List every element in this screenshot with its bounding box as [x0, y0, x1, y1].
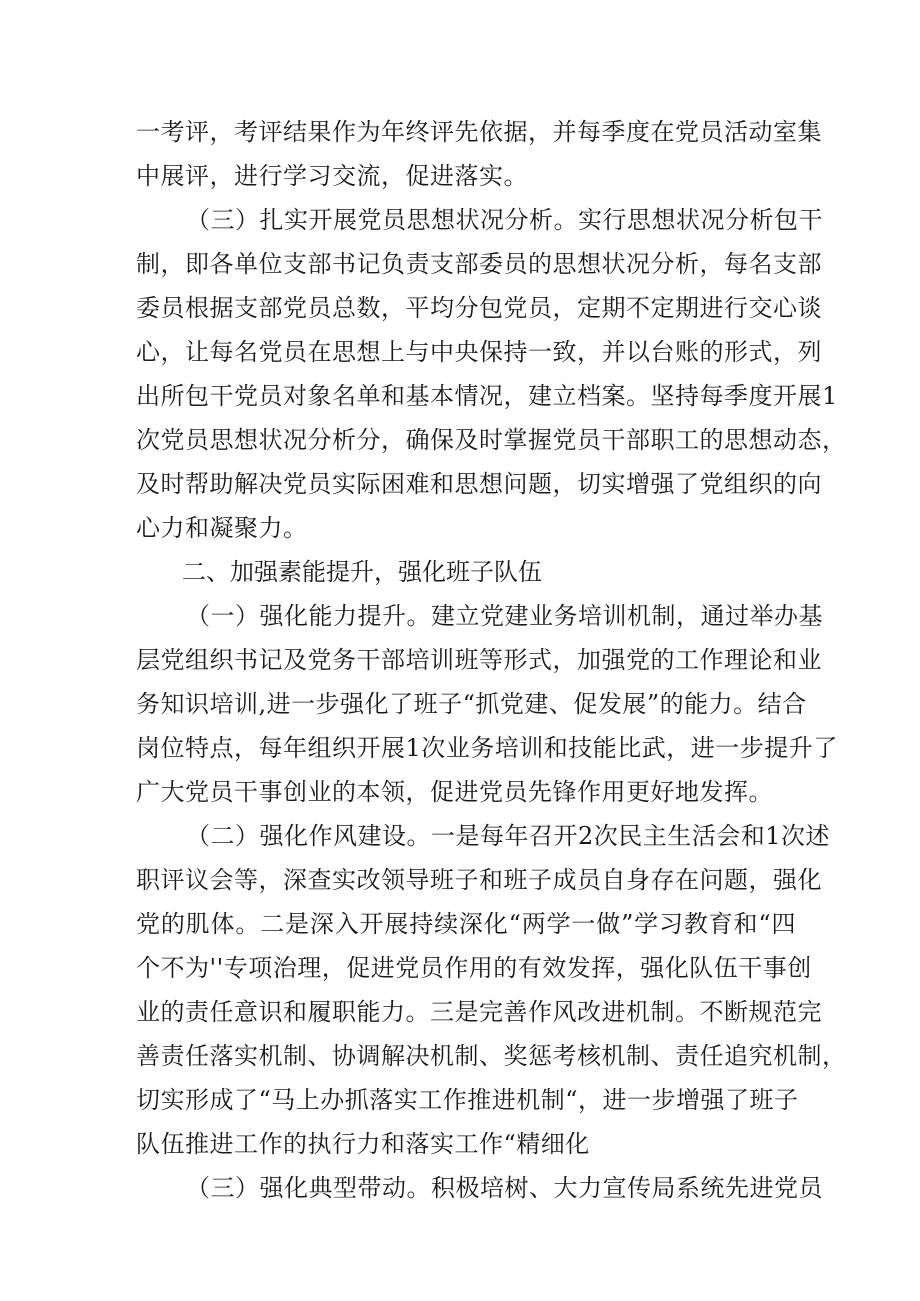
- text-line: 善责任落实机制、协调解决机制、奖惩考核机制、责任追究机制，: [136, 1042, 847, 1070]
- text-line: 委员根据支部党员总数，平均分包党员，定期不定期进行交心谈: [136, 294, 822, 322]
- text-line: 务知识培训,进一步强化了班子“抓党建、促发展”的能力。结合: [136, 690, 807, 718]
- text-line: 心，让每名党员在思想上与中央保持一致，并以台账的形式，列: [136, 338, 822, 366]
- text-line: 队伍推进工作的执行力和落实工作“精细化: [136, 1130, 590, 1158]
- text-line: （一）强化能力提升。建立党建业务培训机制，通过举办基: [186, 602, 823, 630]
- text-line: 出所包干党员对象名单和基本情况，建立档案。坚持每季度开展1: [136, 382, 838, 410]
- text-line: 业的责任意识和履职能力。三是完善作风改进机制。不断规范完: [136, 998, 822, 1026]
- section-heading: 二、加强素能提升，强化班子队伍: [182, 558, 542, 586]
- text-line: （三）强化典型带动。积极培树、大力宣传局系统先进党员: [186, 1174, 823, 1202]
- text-line: （三）扎实开展党员思想状况分析。实行思想状况分析包干: [186, 206, 823, 234]
- text-line: 心力和凝聚力。: [136, 514, 308, 542]
- text-line: 制，即各单位支部书记负责支部委员的思想状况分析，每名支部: [136, 250, 822, 278]
- text-line: 党的肌体。二是深入开展持续深化“两学一做”学习教育和“四: [136, 910, 796, 938]
- text-line: 层党组织书记及党务干部培训班等形式，加强党的工作理论和业: [136, 646, 822, 674]
- text-line: （二）强化作风建设。一是每年召开2次民主生活会和1次述: [186, 822, 831, 850]
- text-line: 职评议会等，深查实改领导班子和班子成员自身存在问题，强化: [136, 866, 822, 894]
- text-line: 及时帮助解决党员实际困难和思想问题，切实增强了党组织的向: [136, 470, 822, 498]
- text-line: 岗位特点，每年组织开展1次业务培训和技能比武，进一步提升了: [136, 734, 838, 762]
- text-line: 广大党员干事创业的本领，促进党员先锋作用更好地发挥。: [136, 778, 773, 806]
- text-line: 一考评，考评结果作为年终评先依据，并每季度在党员活动室集: [136, 118, 822, 146]
- text-line: 次党员思想状况分析分，确保及时掌握党员干部职工的思想动态，: [136, 426, 847, 454]
- text-line: 切实形成了“马上办抓落实工作推进机制“，进一步增强了班子: [136, 1086, 799, 1114]
- text-line: 中展评，进行学习交流，促进落实。: [136, 162, 528, 190]
- text-line: 个不为''专项治理，促进党员作用的有效发挥，强化队伍干事创: [136, 954, 812, 982]
